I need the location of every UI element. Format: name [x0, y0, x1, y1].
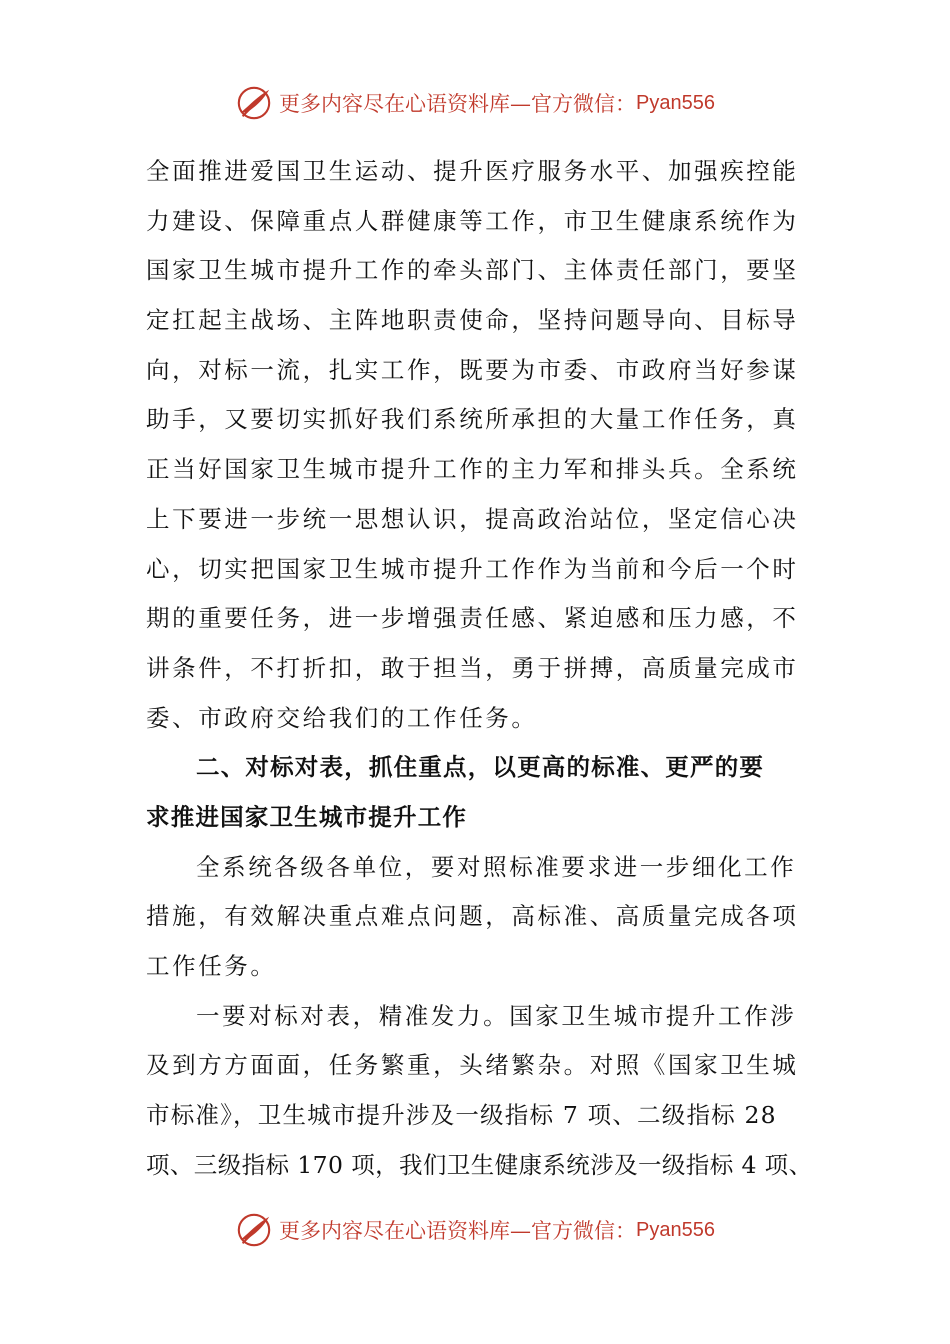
wechat-id: Pyan556 [636, 1218, 715, 1241]
body-line: 国家卫生城市提升工作的牵头部门、主体责任部门，要坚 [146, 256, 799, 285]
paragraph-line: 全系统各级各单位，要对照标准要求进一步细化工作 [196, 852, 797, 881]
banner-text: 更多内容尽在心语资料库—官方微信： [279, 1219, 637, 1243]
paragraph-line: 措施，有效解决重点难点问题，高标准、高质量完成各项 [146, 902, 799, 931]
body-line: 向，对标一流，扎实工作，既要为市委、市政府当好参谋 [146, 355, 799, 384]
body-line: 正当好国家卫生城市提升工作的主力军和排头兵。全系统 [146, 455, 799, 484]
paragraph-line: 及到方方面面，任务繁重，头绪繁杂。对照《国家卫生城 [146, 1051, 799, 1080]
quill-logo-icon [235, 1211, 273, 1249]
body-line: 期的重要任务，进一步增强责任感、紧迫感和压力感，不 [146, 604, 799, 633]
header-banner [0, 83, 950, 123]
body-line: 全面推进爱国卫生运动、提升医疗服务水平、加强疾控能 [146, 157, 799, 185]
paragraph-line: 项、三级指标 170 项，我们卫生健康系统涉及一级指标 4 项、 [146, 1150, 813, 1179]
wechat-id: Pyan556 [636, 91, 715, 114]
body-line: 助手，又要切实抓好我们系统所承担的大量工作任务，真 [146, 405, 799, 434]
footer-banner [0, 1210, 950, 1250]
body-line: 委、市政府交给我们的工作任务。 [146, 703, 538, 732]
document-body [146, 147, 813, 1190]
body-line: 心，切实把国家卫生城市提升工作作为当前和今后一个时 [146, 554, 799, 583]
section-heading: 二、对标对表，抓住重点，以更高的标准、更严的要 [196, 753, 765, 782]
banner-text: 更多内容尽在心语资料库—官方微信： [279, 92, 637, 116]
body-line: 力建设、保障重点人群健康等工作，市卫生健康系统作为 [146, 206, 799, 235]
paragraph-line: 工作任务。 [146, 952, 277, 980]
paragraph-line: 一要对标对表，精准发力。国家卫生城市提升工作涉 [196, 1001, 797, 1030]
section-heading: 求推进国家卫生城市提升工作 [146, 802, 468, 831]
body-line: 定扛起主战场、主阵地职责使命，坚持问题导向、目标导 [146, 306, 799, 335]
body-line: 讲条件，不打折扣，敢于担当，勇于拼搏，高质量完成市 [146, 653, 799, 682]
quill-logo-icon [235, 84, 273, 122]
body-line: 上下要进一步统一思想认识，提高政治站位，坚定信心决 [146, 504, 799, 533]
paragraph-line: 市标准》，卫生城市提升涉及一级指标 7 项、二级指标 28 [146, 1101, 777, 1130]
